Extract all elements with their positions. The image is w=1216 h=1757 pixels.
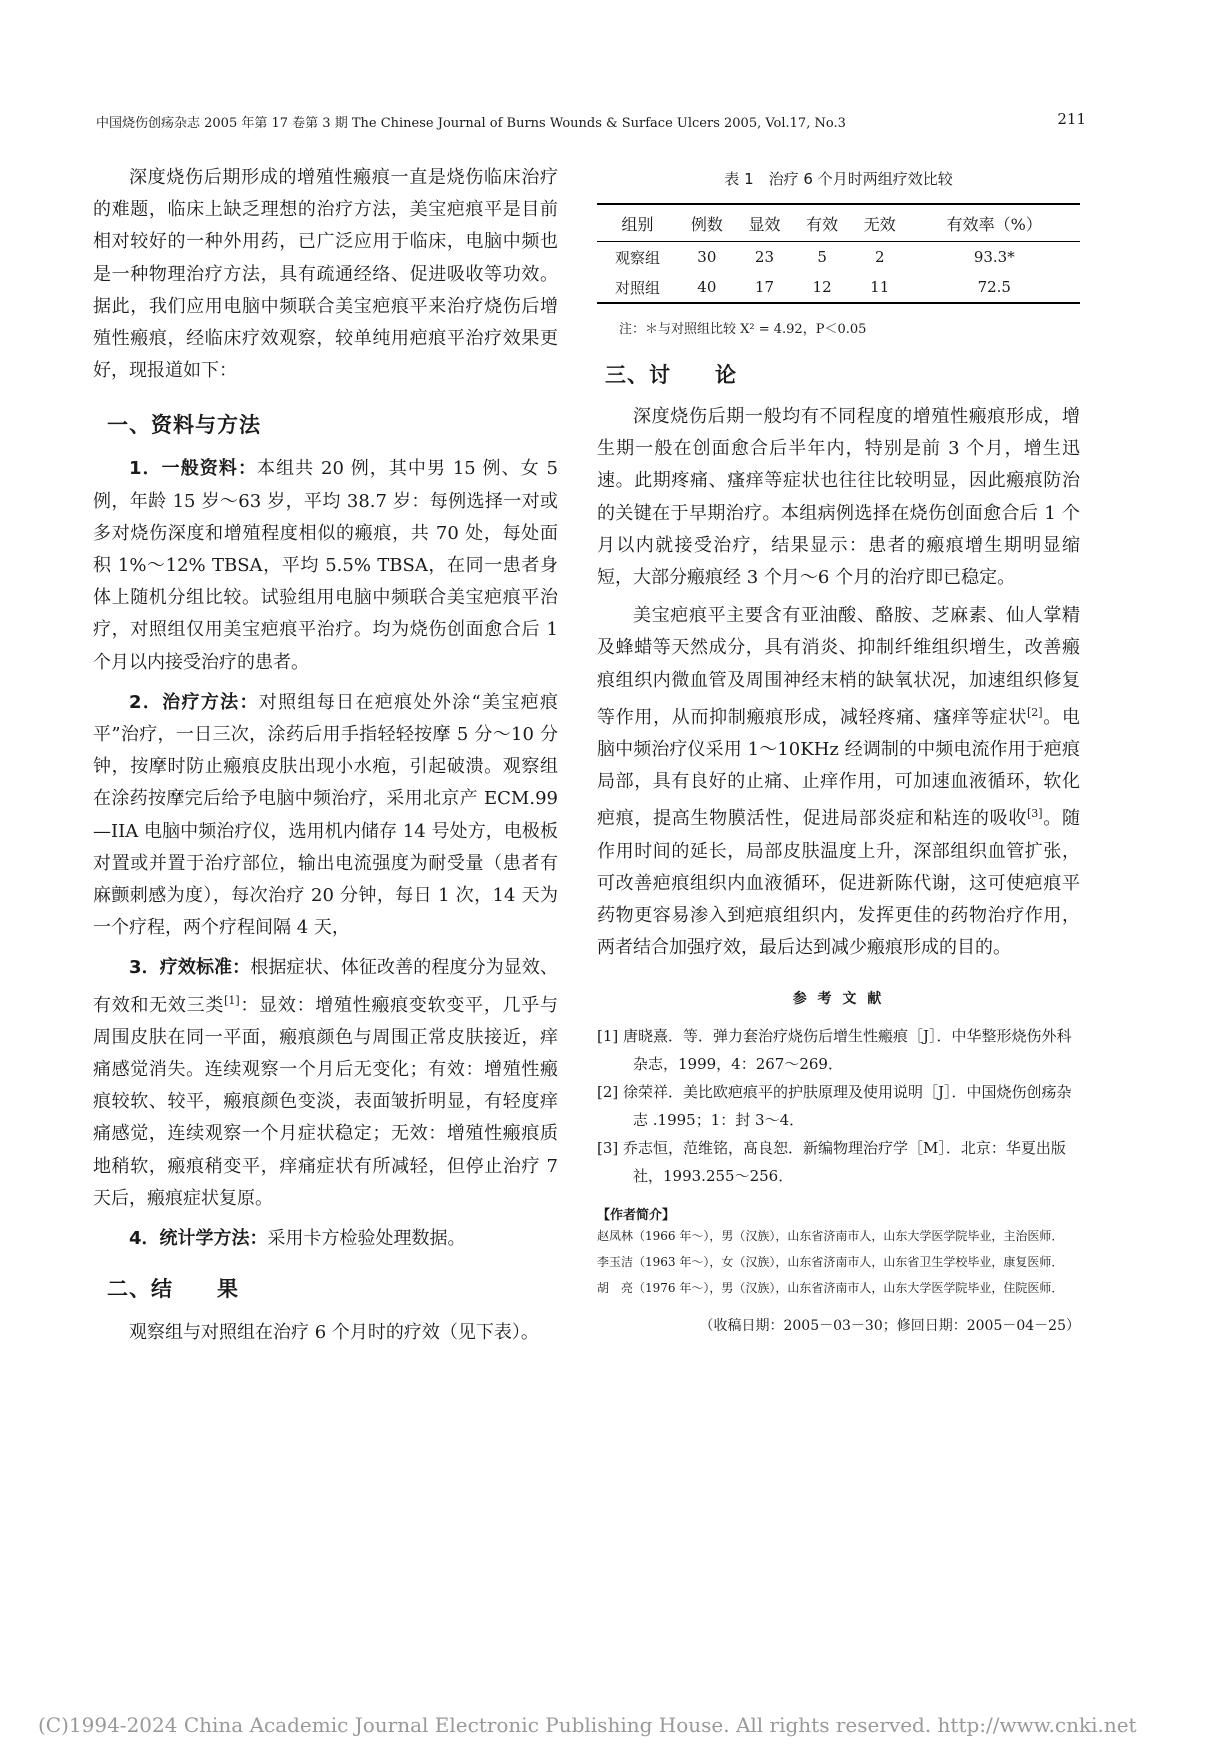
treatment-text: 对照组每日在疤痕处外涂“美宝疤痕平”治疗，一日三次，涂药后用手指轻轻按摩 5 分～10 分钟，按摩时防止瘢痕皮肤出现小水疱，引起破溃。观察组在涂药按摩完后给予电脑中频治疗，采用北京产 ECM.99—IIA 电脑中频治疗仪，选用机内储存 14 号处方，电极板对置或并置于治疗部位，输出电流强度为耐受量（患者有麻颤刺感为度），每次治疗 20 分钟，每日 1 次，14 天为一个疗程，两个疗程间隔 4 天， — [93, 691, 558, 939]
reference-item: [2] 徐荣祥．美比欧疤痕平的护肤原理及使用说明［J］．中国烧伤创疡杂志 .1995；1：封 3～4． — [597, 1083, 1072, 1130]
table-cell: 12 — [793, 272, 851, 303]
section-title-methods: 一、资料与方法 — [107, 413, 261, 438]
discussion-text-c: 。随作用时间的延长，局部皮肤温度上升，深部组织血管扩张，可改善疤痕组织内血液循环，促进新陈代谢，这可使疤痕平药物更容易渗入到疤痕组织内，发挥更佳的药物治疗作用，两者结合加强疗效，最后达到减少瘢痕形成的目的。 — [597, 808, 1081, 959]
table-cell: 72.5 — [909, 272, 1080, 303]
section-title-discussion: 三、讨 论 — [605, 363, 737, 387]
efficacy-table — [597, 203, 1080, 304]
criteria-text-b: ：显效：增殖性瘢痕变软变平，几乎与周围皮肤在同一平面，瘢痕颜色与周围正常皮肤接近，痒痛感觉消失。连续观察一个月后无变化；有效：增殖性瘢痕较软、较平，瘢痕颜色变淡，表面皱折明显，有轻度痒痛感觉，连续观察一个月症状稳定；无效：增殖性瘢痕质地稍软，瘢痕稍变平，痒痛症状有所减轻，但停止治疗 7 天后，瘢痕症状复原。 — [93, 994, 558, 1209]
treatment-paragraph — [93, 687, 558, 945]
discussion-text-b: 。电脑中频治疗仪采用 1～10KHz 经调制的中频电流作用于疤痕局部，具有良好的止痛、止痒作用，可加速血液循环，软化疤痕，提高生物膜活性，促进局部炎症和粘连的吸收 — [597, 706, 1081, 830]
treatment-label: 2．治疗方法： — [129, 691, 259, 713]
author-bio: 胡 亮（1976 年～），男（汉族），山东省济南市人，山东大学医学院毕业，住院医师． — [597, 1281, 1064, 1296]
reference-item: [3] 乔志恒，范维铭，髙良恕．新编物理治疗学［M］．北京：华夏出版社，1993.255～256． — [597, 1139, 1066, 1186]
reference-item: [1] 唐晓熹．等．弹力套治疗烧伤后增生性瘢痕［J］．中华整形烧伤外科杂志，1999，4：267～269． — [597, 1027, 1072, 1074]
table-header-row — [597, 204, 1080, 242]
table-row — [597, 242, 1080, 273]
author-bio-title: 【作者简介】 — [597, 1208, 676, 1224]
journal-line: 中国烧伤创疡杂志 2005 年第 17 卷第 3 期 The Chinese Journal of Burns Wounds & Surface Ulcers 2005, Vol.17, No.3 — [96, 116, 846, 131]
table-cell: 30 — [697, 248, 717, 266]
general-data-label: 1．一般资料： — [129, 458, 258, 480]
table-cell: 5 — [817, 248, 827, 266]
discussion-text-a: 美宝疤痕平主要含有亚油酸、酪胺、芝麻素、仙人掌精及蜂蜡等天然成分，具有消炎、抑制纤维组织增生，改善瘢痕组织内微血管及周围神经末梢的缺氧状况，加速组织修复等作用，从而抑制瘢痕形成，减轻疼痛、瘙痒等症状 — [597, 605, 1080, 728]
table-cell: 11 — [851, 272, 909, 303]
criteria-label: 3．疗效标准： — [129, 957, 251, 979]
table-header-cell: 例数 — [678, 204, 736, 242]
page-number: 211 — [1057, 110, 1086, 128]
author-bio: 李玉洁（1963 年～），女（汉族），山东省济南市人，山东省卫生学校毕业，康复医师． — [597, 1255, 1064, 1270]
table-cell: 17 — [736, 272, 794, 303]
criteria-text-a: 根据症状、体征改善的程度分为显效、有效和无效三类 — [93, 957, 558, 1016]
citation-2: [2] — [1027, 705, 1043, 719]
right-column — [597, 162, 1080, 1335]
results-paragraph: 观察组与对照组在治疗 6 个月时的疗效（见下表）。 — [129, 1322, 539, 1344]
table-note: 注：＊与对照组比较 X² = 4.92，P＜0.05 — [619, 322, 867, 337]
section-title-results: 二、结 果 — [107, 1277, 239, 1302]
discussion-paragraph-1: 深度烧伤后期一般均有不同程度的增殖性瘢痕形成，增生期一般在创面愈合后半年内，特别是前 3 个月，增生迅速。此期疼痛、瘙痒等症状也往往比较明显，因此瘢痕防治的关键在于早期治疗。本组病例选择在烧伤创面愈合后 1 个月以内就接受治疗，结果显示：患者的瘢痕增生期明显缩短，大部分瘢痕经 3 个月～6 个月的治疗即已稳定。 — [597, 406, 1080, 589]
table-cell: 93.3* — [973, 248, 1015, 266]
table-cell: 观察组 — [615, 248, 661, 267]
table-caption: 表 1 治疗 6 个月时两组疗效比较 — [724, 170, 953, 188]
citation-3: [3] — [1027, 807, 1043, 821]
criteria-paragraph — [93, 952, 558, 1215]
table-header-cell: 有效 — [793, 204, 851, 242]
statistics-paragraph — [93, 1223, 558, 1255]
discussion-paragraph-2 — [597, 600, 1080, 964]
author-bio: 赵凤林（1966 年～），男（汉族），山东省济南市人，山东大学医学院毕业，主治医师． — [597, 1229, 1064, 1244]
copyright-footer: (C)1994-2024 China Academic Journal Electronic Publishing House. All rights reserved. http://www.cnki.net — [38, 1713, 1137, 1737]
statistics-label: 4．统计学方法： — [129, 1228, 268, 1250]
table-header-cell: 组别 — [597, 204, 678, 242]
table-cell: 对照组 — [597, 272, 678, 303]
table-row — [597, 272, 1080, 303]
table-cell: 2 — [874, 248, 885, 266]
table-header-cell: 显效 — [736, 204, 794, 242]
left-column — [93, 162, 558, 1350]
references-title: 参 考 文 献 — [792, 991, 885, 1008]
table-header-cell: 有效率（%） — [909, 204, 1080, 242]
general-data-paragraph — [93, 453, 558, 678]
table-cell: 40 — [678, 272, 736, 303]
table-cell: 23 — [754, 248, 775, 266]
table-header-cell: 无效 — [851, 204, 909, 242]
citation-1: [1] — [224, 993, 240, 1007]
received-date: （收稿日期：2005－03－30；修回日期：2005－04－25） — [699, 1318, 1080, 1335]
statistics-text: 采用卡方检验处理数据。 — [267, 1228, 466, 1250]
intro-paragraph: 深度烧伤后期形成的增殖性瘢痕一直是烧伤临床治疗的难题，临床上缺乏理想的治疗方法，美宝疤痕平是目前相对较好的一种外用药，已广泛应用于临床，电脑中频也是一种物理治疗方法，具有疏通经络、促进吸收等功效。据此，我们应用电脑中频联合美宝疤痕平来治疗烧伤后增殖性瘢痕，经临床疗效观察，较单纯用疤痕平治疗效果更好，现报道如下： — [93, 167, 558, 382]
general-data-text: 本组共 20 例，其中男 15 例、女 5 例，年龄 15 岁～63 岁，平均 38.7 岁：每例选择一对或多对烧伤深度和增殖程度相似的瘢痕，共 70 处，每处面积 1%～12% TBSA，平均 5.5% TBSA，在同一患者身体上随机分组比较。试验组用电脑中频联合美宝疤痕平治疗，对照组仅用美宝疤痕平治疗。均为烧伤创面愈合后 1 个月以内接受治疗的患者。 — [93, 458, 558, 673]
